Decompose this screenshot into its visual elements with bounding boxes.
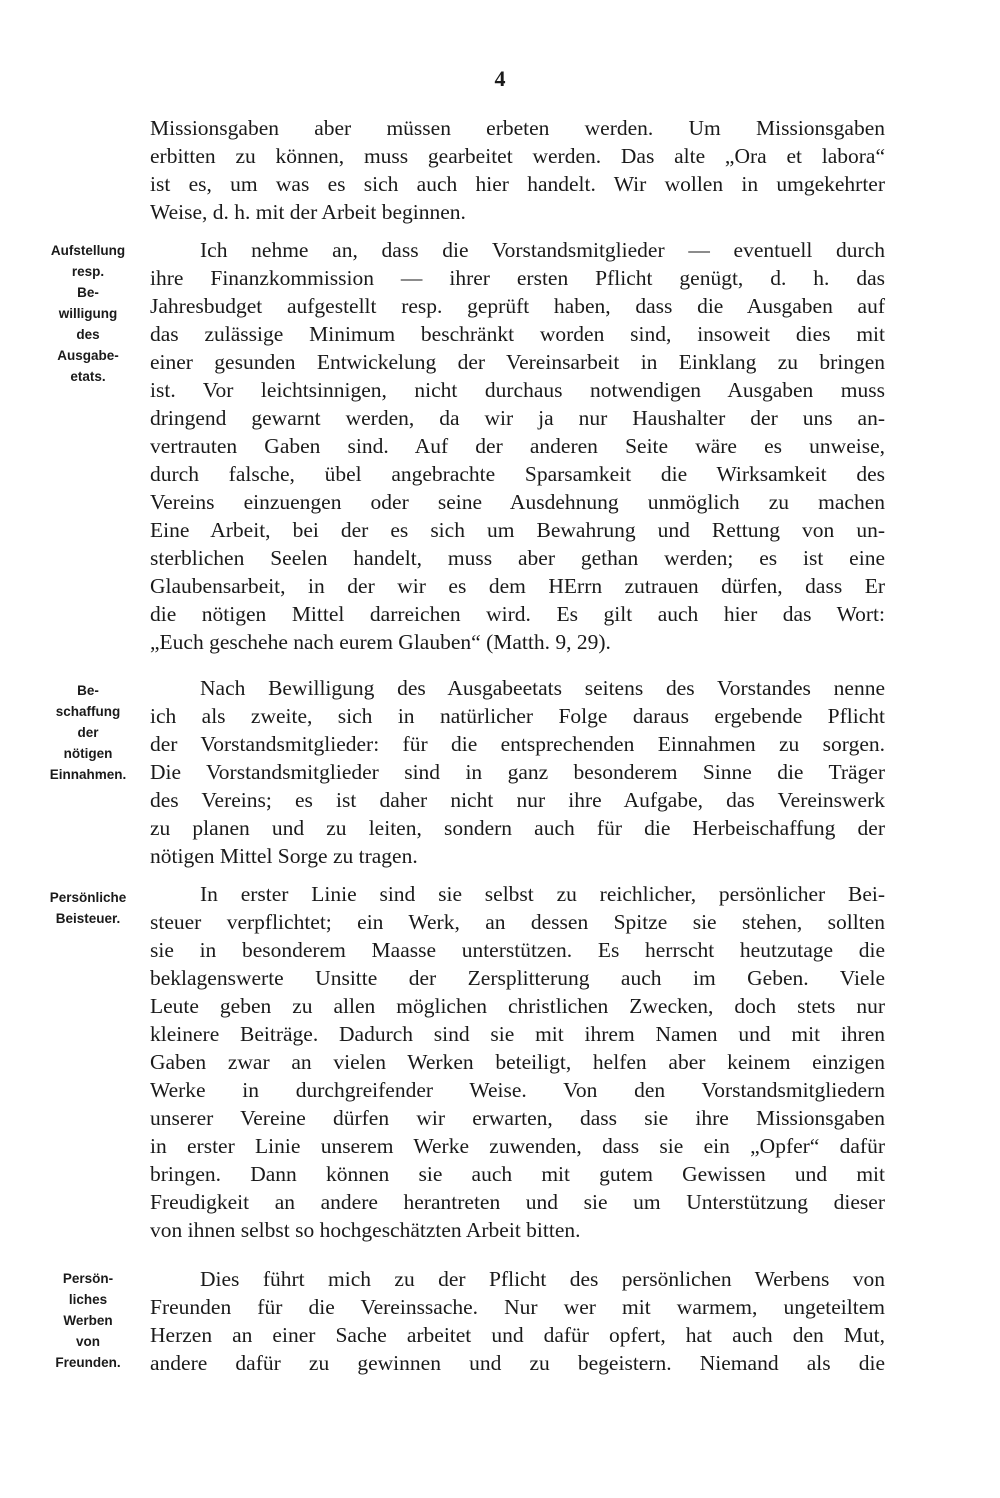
text-line: ist. Vor leichtsinnigen, nicht durchaus notwendigen Ausgaben muss [150, 378, 885, 402]
text-line: der Vorstandsmitglieder: für die entsprechenden Einnahmen zu sorgen. [150, 732, 885, 756]
margin-note-beschaffung [28, 680, 148, 785]
text-line: einer gesunden Entwickelung der Vereinsarbeit in Einklang zu bringen [150, 350, 885, 374]
text-line: erbitten zu können, muss gearbeitet werden. Das alte „Ora et labora“ [150, 144, 885, 168]
text-line: des Vereins; es ist daher nicht nur ihre Aufgabe, das Vereinswerk [150, 788, 885, 812]
text-line: ist es, um was es sich auch hier handelt. Wir wollen in umgekehrter [150, 172, 885, 196]
text-line: andere dafür zu gewinnen und zu begeistern. Niemand als die [150, 1351, 885, 1375]
text-line: Weise, d. h. mit der Arbeit beginnen. [150, 200, 466, 224]
text-line: Vereins einzuengen oder seine Ausdehnung unmöglich zu machen [150, 490, 885, 514]
margin-note-line: Aufstellung [50, 243, 126, 258]
margin-note-line: schaffung [55, 704, 121, 719]
margin-note-line: nötigen [63, 746, 113, 761]
text-line: dringend gewarnt werden, da wir ja nur Haushalter der uns an- [150, 406, 885, 430]
text-line: vertrauten Gaben sind. Auf der anderen Seite wäre es unweise, [150, 434, 885, 458]
text-line: Freunden für die Vereinssache. Nur wer mit warmem, ungeteiltem [150, 1295, 885, 1319]
text-line: In erster Linie sind sie selbst zu reichlicher, persönlicher Bei- [200, 882, 885, 906]
text-line: beklagenswerte Unsitte der Zersplitterung auch im Geben. Viele [150, 966, 885, 990]
margin-note-line: etats. [70, 369, 106, 384]
paragraph-1 [150, 114, 885, 226]
margin-note-beisteuer [28, 887, 148, 929]
text-line: das zulässige Minimum beschränkt worden sind, insoweit dies mit [150, 322, 885, 346]
text-line: „Euch geschehe nach eurem Glauben“ (Matth. 9, 29). [150, 630, 611, 654]
text-line: Freudigkeit an andere herantreten und sie um Unterstützung dieser [150, 1190, 885, 1214]
text-line: Gaben zwar an vielen Werken beteiligt, helfen aber keinem einzigen [150, 1050, 885, 1074]
text-line: sterblichen Seelen handelt, muss aber gethan werden; es ist eine [150, 546, 885, 570]
margin-note-line: Persönliche [49, 890, 127, 905]
page-number: 4 [494, 66, 506, 91]
margin-note-line: des [76, 327, 100, 342]
text-line: in erster Linie unserem Werke zuwenden, dass sie ein „Opfer“ dafür [150, 1134, 885, 1158]
text-line: Herzen an einer Sache arbeitet und dafür opfert, hat auch den Mut, [150, 1323, 885, 1347]
margin-note-line: Persön- [62, 1271, 114, 1286]
text-line: steuer verpflichtet; ein Werk, an dessen Spitze sie stehen, sollten [150, 910, 885, 934]
text-line: Eine Arbeit, bei der es sich um Bewahrung und Rettung von un- [150, 518, 885, 542]
text-line: die nötigen Mittel darreichen wird. Es gilt auch hier das Wort: [150, 602, 885, 626]
text-line: von ihnen selbst so hochgeschätzten Arbeit bitten. [150, 1218, 581, 1242]
text-line: ich als zweite, sich in natürlicher Folge daraus ergebende Pflicht [150, 704, 885, 728]
margin-note-line: Beisteuer. [55, 911, 121, 926]
margin-note-line: von [75, 1334, 100, 1349]
paragraph-5 [150, 1265, 885, 1377]
paragraph-2 [150, 236, 885, 656]
text-line: kleinere Beiträge. Dadurch sind sie mit ihrem Namen und mit ihren [150, 1022, 885, 1046]
text-line: Ich nehme an, dass die Vorstandsmitglieder — eventuell durch [200, 238, 885, 262]
text-line: Jahresbudget aufgestellt resp. geprüft haben, dass die Ausgaben auf [150, 294, 885, 318]
text-line: Glaubensarbeit, in der wir es dem HErrn zutrauen dürfen, dass Er [150, 574, 885, 598]
margin-note-aufstellung [28, 240, 148, 387]
margin-note-line: liches [68, 1292, 108, 1307]
text-line: zu planen und zu leiten, sondern auch für die Herbeischaffung der [150, 816, 885, 840]
text-line: Nach Bewilligung des Ausgabeetats seitens des Vorstandes nenne [200, 676, 885, 700]
text-line: nötigen Mittel Sorge zu tragen. [150, 844, 418, 868]
text-line: sie in besonderem Maasse unterstützen. Es herrscht heutzutage die [150, 938, 885, 962]
text-line: durch falsche, übel angebrachte Sparsamkeit die Wirksamkeit des [150, 462, 885, 486]
text-line: Missionsgaben aber müssen erbeten werden. Um Missionsgaben [150, 116, 885, 140]
margin-note-line: Be- [77, 285, 99, 300]
margin-note-line: Einnahmen. [49, 767, 127, 782]
margin-note-line: resp. [71, 264, 105, 279]
text-line: Die Vorstandsmitglieder sind in ganz besonderem Sinne die Träger [150, 760, 885, 784]
text-line: unserer Vereine dürfen wir erwarten, dass sie ihre Missionsgaben [150, 1106, 885, 1130]
paragraph-4 [150, 880, 885, 1244]
text-line: Werke in durchgreifender Weise. Von den Vorstandsmitgliedern [150, 1078, 885, 1102]
margin-note-line: Werben [63, 1313, 113, 1328]
margin-note-line: Be- [77, 683, 99, 698]
margin-note-line: Ausgabe- [57, 348, 119, 363]
text-line: ihre Finanzkommission — ihrer ersten Pflicht genügt, d. h. das [150, 266, 885, 290]
margin-note-line: willigung [58, 306, 118, 321]
text-line: Dies führt mich zu der Pflicht des persönlichen Werbens von [200, 1267, 885, 1291]
margin-note-line: Freunden. [55, 1355, 121, 1370]
margin-note-line: der [77, 725, 99, 740]
paragraph-3 [150, 674, 885, 870]
text-line: bringen. Dann können sie auch mit gutem Gewissen und mit [150, 1162, 885, 1186]
margin-note-werben [28, 1268, 148, 1373]
text-line: Leute geben zu allen möglichen christlichen Zwecken, doch stets nur [150, 994, 885, 1018]
